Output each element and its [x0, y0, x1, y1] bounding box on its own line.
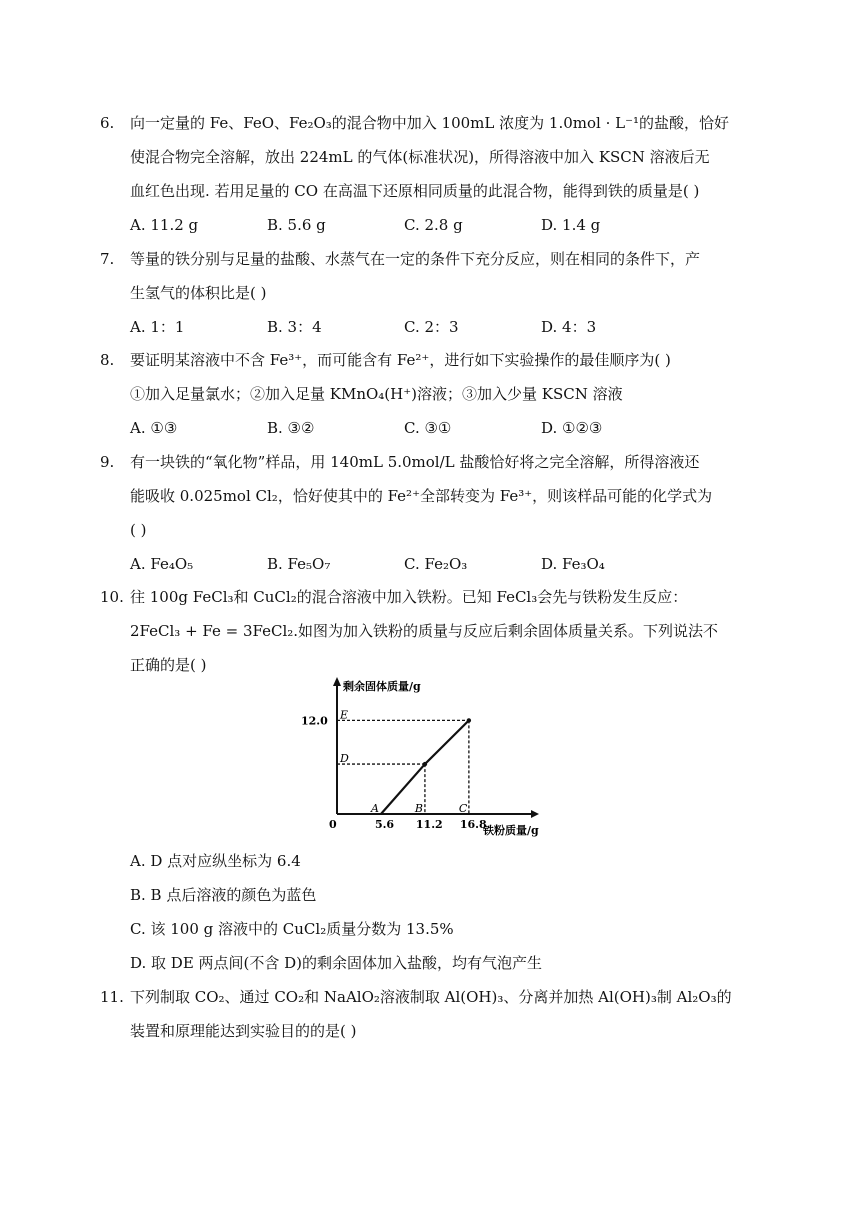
option-d: D. 1.4 g: [541, 216, 601, 234]
question-11: [100, 980, 740, 1048]
option-b: B. B 点后溶液的颜色为蓝色: [130, 886, 317, 904]
question-stem-line: 下列制取 CO₂、通过 CO₂和 NaAlO₂溶液制取 Al(OH)₃、分离并加热 Al(OH)₃制 Al₂O₃的: [130, 988, 732, 1006]
options-row: [130, 547, 740, 581]
point-label-c: C: [458, 802, 468, 815]
option-c: C. Fe₂O₃: [404, 555, 468, 573]
question-10: [100, 580, 740, 682]
option-d: D. 取 DE 两点间(不含 D)的剩余固体加入盐酸，均有气泡产生: [130, 954, 543, 972]
question-stem-line: 能吸收 0.025mol Cl₂，恰好使其中的 Fe²⁺全部转变为 Fe³⁺，则该样品可能的化学式为: [130, 487, 713, 505]
question-stem-line: ①加入足量氯水；②加入足量 KMnO₄(H⁺)溶液；③加入少量 KSCN 溶液: [130, 385, 623, 403]
question-6: [100, 106, 740, 242]
options-row: [130, 310, 740, 344]
x-axis-arrow: [531, 810, 539, 818]
option-c: C. 该 100 g 溶液中的 CuCl₂质量分数为 13.5%: [130, 920, 454, 938]
question-8: [100, 343, 740, 445]
point-label-e: E: [340, 708, 349, 722]
question-9: [100, 445, 740, 581]
question-number: 6.: [100, 114, 115, 132]
option-c: C. 2：3: [404, 318, 459, 336]
question-stem-line: 有一块铁的“氧化物”样品，用 140mL 5.0mol/L 盐酸恰好将之完全溶解，所得溶液还: [130, 453, 700, 471]
option-d: D. ①②③: [541, 419, 603, 437]
option-a: A. D 点对应纵坐标为 6.4: [130, 852, 301, 870]
option-b: B. 5.6 g: [267, 216, 326, 234]
point-label-d: D: [340, 752, 349, 766]
origin-label: 0: [329, 818, 337, 831]
question-stem-line: ( ): [130, 521, 147, 539]
option-a: A. 1：1: [130, 318, 185, 336]
point-label-b: B: [414, 802, 424, 815]
option-c: C. 2.8 g: [404, 216, 463, 234]
option-c: C. ③①: [404, 419, 452, 437]
question-10-options: [130, 844, 740, 980]
options-row: [130, 208, 740, 242]
question-stem-line: 正确的是( ): [130, 656, 207, 674]
question-number: 11.: [100, 988, 124, 1006]
x-tick-label: 5.6: [374, 818, 395, 831]
question-number: 10.: [100, 588, 124, 606]
question-number: 8.: [100, 351, 115, 369]
question-stem-line: 装置和原理能达到实验目的的是( ): [130, 1022, 357, 1040]
option-b: B. ③②: [267, 419, 315, 437]
question-stem-line: 往 100g FeCl₃和 CuCl₂的混合溶液中加入铁粉。已知 FeCl₃会先与铁粉发生反应：: [130, 588, 688, 606]
question-7: [100, 242, 740, 344]
option-a: A. ①③: [130, 419, 178, 437]
question-stem-line: 要证明某溶液中不含 Fe³⁺，而可能含有 Fe²⁺，进行如下实验操作的最佳顺序为( ): [130, 351, 671, 369]
iron-powder-chart: [301, 672, 565, 842]
question-stem-line: 等量的铁分别与足量的盐酸、水蒸气在一定的条件下充分反应，则在相同的条件下，产: [130, 250, 701, 268]
y-tick-label: 12.0: [301, 714, 328, 728]
question-stem-line: 生氢气的体积比是( ): [130, 284, 267, 302]
option-b: B. 3：4: [267, 318, 322, 336]
option-b: B. Fe₅O₇: [267, 555, 331, 573]
option-a: A. Fe₄O₅: [130, 555, 194, 573]
options-row: [130, 411, 740, 445]
point-label-a: A: [370, 802, 379, 815]
y-axis-arrow: [333, 677, 341, 686]
question-stem-line: 向一定量的 Fe、FeO、Fe₂O₃的混合物中加入 100mL 浓度为 1.0mol · L⁻¹的盐酸，恰好: [130, 114, 730, 132]
question-number: 7.: [100, 250, 115, 268]
data-point: [423, 762, 427, 766]
question-stem-line: 使混合物完全溶解，放出 224mL 的气体(标准状况)，所得溶液中加入 KSCN 溶液后无: [130, 148, 710, 166]
data-point: [467, 718, 471, 722]
option-d: D. Fe₃O₄: [541, 555, 605, 573]
question-number: 9.: [100, 453, 115, 471]
x-tick-label: 11.2: [415, 818, 443, 831]
question-stem-line: 2FeCl₃ + Fe = 3FeCl₂.如图为加入铁粉的质量与反应后剩余固体质量关系。下列说法不: [130, 622, 719, 640]
y-axis-label: 剩余固体质量/g: [343, 680, 421, 693]
option-d: D. 4：3: [541, 318, 597, 336]
x-axis-label: 铁粉质量/g: [483, 824, 539, 837]
x-tick-label: 16.8: [459, 818, 487, 831]
option-a: A. 11.2 g: [130, 216, 199, 234]
question-stem-line: 血红色出现. 若用足量的 CO 在高温下还原相同质量的此混合物，能得到铁的质量是( ): [130, 182, 700, 200]
